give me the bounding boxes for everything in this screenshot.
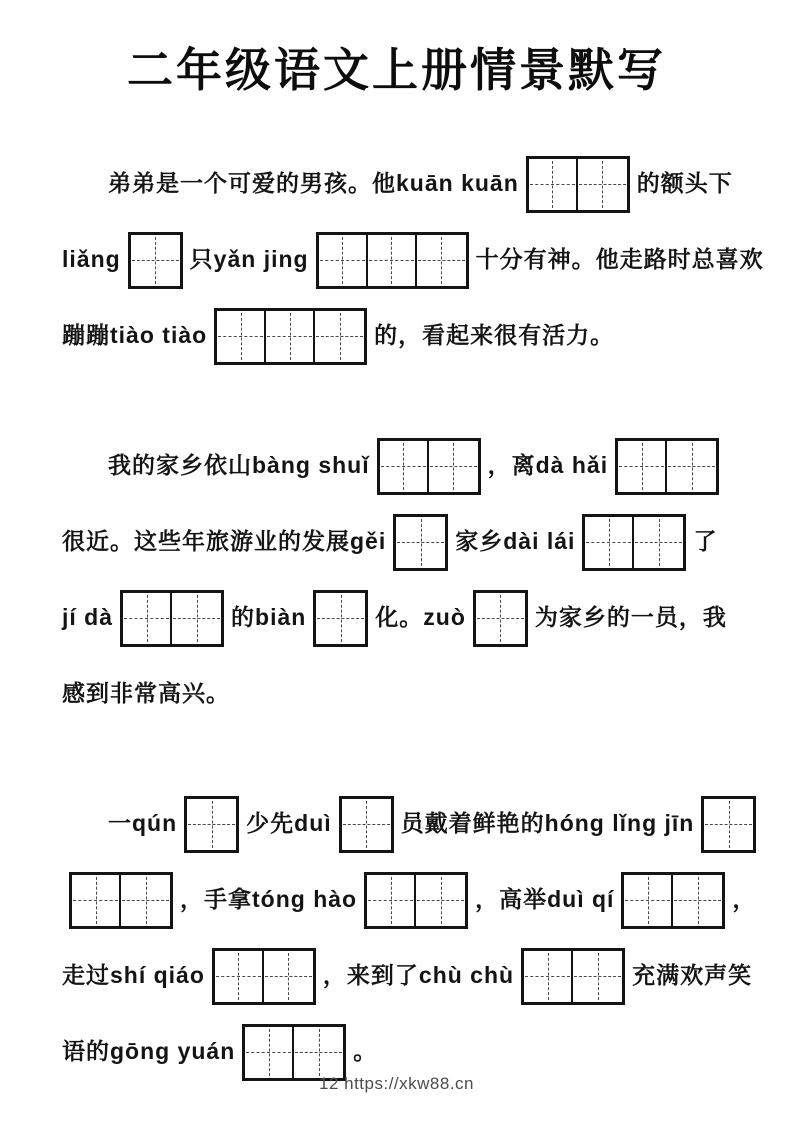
writing-cell [624,875,673,926]
writing-cell [429,441,478,492]
line-text: 化。zuò [375,604,466,631]
writing-cell [573,951,622,1002]
line-text: ，手拿tóng hào [180,886,358,913]
writing-cell [316,593,365,644]
writing-cell [585,517,634,568]
writing-box-group [69,872,173,929]
line-text: ，来到了chù chù [322,962,515,989]
line-text: 家乡dài lái [455,528,576,555]
line-text: 的biàn [231,604,307,631]
writing-cell [529,159,578,210]
writing-cell [217,311,266,362]
writing-box-group [473,590,528,647]
writing-cell [618,441,667,492]
worksheet-line [62,938,753,1014]
line-text: 员戴着鲜艳的hóng lǐng jīn [400,810,695,837]
writing-cell [319,235,368,286]
writing-cell [578,159,627,210]
writing-box-group [615,438,719,495]
worksheet-line [62,656,731,732]
writing-box-group [128,232,183,289]
line-text: 。 [353,1038,378,1065]
writing-box-group [120,590,224,647]
writing-box-group [377,438,481,495]
writing-cell [72,875,121,926]
page-footer: 12 https://xkw88.cn [318,1074,475,1093]
line-text: 只yǎn jing [189,246,309,273]
writing-box-group [313,590,368,647]
line-text: 为家乡的一员，我 [534,604,727,631]
worksheet-line [62,146,731,222]
line-text: ， [732,886,757,913]
writing-cell [416,875,465,926]
writing-cell [172,593,221,644]
writing-box-group [526,156,630,213]
writing-box-group [242,1024,346,1081]
line-text: 很近。这些年旅游业的发展gěi [62,528,387,555]
writing-cell [704,799,753,850]
writing-cell [123,593,172,644]
line-text: 我的家乡依山bàng shuǐ [108,452,370,479]
worksheet-line [62,504,731,580]
writing-cell [673,875,722,926]
writing-box-group [339,796,394,853]
writing-cell [396,517,445,568]
writing-cell [121,875,170,926]
line-text: 蹦蹦tiào tiào [62,322,208,349]
line-text: 的额头下 [636,170,733,197]
writing-cell [634,517,683,568]
writing-cell [215,951,264,1002]
worksheet-line [62,222,764,298]
worksheet-body [0,146,793,1090]
writing-cell [476,593,525,644]
line-text: 弟弟是一个可爱的男孩。他kuān kuān [108,170,519,197]
line-text: 十分有神。他走路时总喜欢 [475,246,764,273]
writing-cell [367,875,416,926]
writing-box-group [582,514,686,571]
writing-cell [315,311,364,362]
line-text: jí dà [62,604,114,631]
writing-box-group [393,514,448,571]
page-title: 二年级语文上册情景默写 [127,44,666,96]
worksheet-line [62,862,757,938]
line-text: liǎng [62,246,121,273]
worksheet-line [62,580,731,656]
line-text: 了 [693,528,718,555]
line-text: 的，看起来很有活力。 [374,322,615,349]
worksheet-line [62,786,731,862]
writing-box-group [316,232,469,289]
writing-cell [380,441,429,492]
writing-box-group [212,948,316,1005]
paragraph [62,428,731,732]
writing-cell [342,799,391,850]
writing-cell [524,951,573,1002]
line-text: 走过shí qiáo [62,962,205,989]
paragraph [62,146,764,374]
writing-box-group [184,796,239,853]
writing-box-group [521,948,625,1005]
writing-cell [245,1027,294,1078]
writing-cell [417,235,466,286]
line-text: 一qún [108,810,178,837]
worksheet-line [62,298,731,374]
writing-cell [294,1027,343,1078]
writing-box-group [621,872,725,929]
writing-cell [368,235,417,286]
line-text: 少先duì [246,810,332,837]
writing-cell [187,799,236,850]
writing-cell [131,235,180,286]
writing-cell [266,311,315,362]
line-text: 充满欢声笑 [632,962,753,989]
line-text: 感到非常高兴。 [62,680,230,707]
paragraph [62,786,757,1090]
writing-box-group [701,796,756,853]
line-text: ，高举duì qí [475,886,615,913]
writing-cell [264,951,313,1002]
writing-box-group [214,308,367,365]
writing-cell [667,441,716,492]
writing-box-group [364,872,468,929]
line-text: 语的gōng yuán [62,1038,236,1065]
worksheet-line [62,428,731,504]
line-text: ，离dà hǎi [487,452,609,479]
